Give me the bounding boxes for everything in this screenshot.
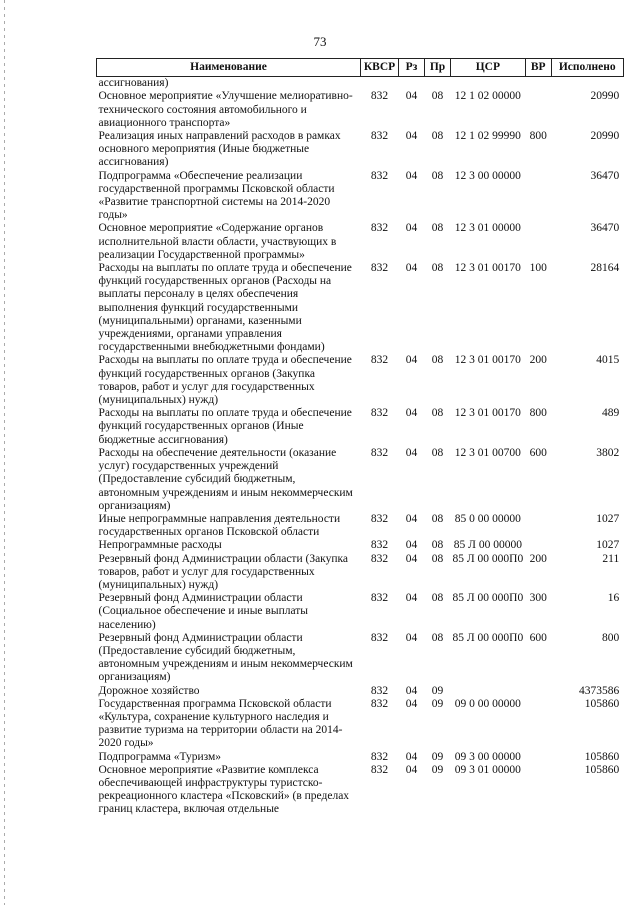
row-name-cell: Основное мероприятие «Улучшение мелиоративно-технического состояния автомобильного и авиационного транспорта»	[98, 90, 353, 129]
row-kvsr-cell: 832	[370, 552, 389, 565]
row-vr-cell	[525, 751, 551, 764]
row-name-cell: Расходы на выплаты по оплате труда и обеспечение функций государственных органов (Расходы на выплаты персоналу в целях обеспечения выполнения функций государственными (муниципальными) органами, казенными учреждениями, органами управления государственными внебюджетными фондами)	[98, 262, 352, 354]
row-pr-cell: 08	[431, 512, 444, 525]
row-kvsr-cell: 832	[370, 763, 389, 776]
row-csr-cell	[451, 685, 526, 698]
row-rz-cell: 04	[405, 262, 418, 275]
row-rz-cell: 04	[405, 750, 418, 763]
table-row	[97, 539, 624, 552]
scan-edge	[4, 0, 5, 905]
row-executed-cell: 28164	[590, 262, 620, 275]
table-row	[97, 592, 624, 632]
table-header-row	[97, 59, 624, 77]
row-executed-cell: 489	[601, 407, 620, 420]
row-name-cell: Реализация иных направлений расходов в рамках основного мероприятия (Иные бюджетные ассигнования)	[98, 130, 341, 169]
row-pr-cell: 08	[431, 222, 444, 235]
row-kvsr-cell: 832	[370, 539, 389, 552]
row-name-cell: Резервный фонд Администрации области (Социальное обеспечение и иные выплаты населению)	[98, 592, 309, 631]
table-row	[97, 130, 624, 170]
row-pr-cell: 08	[431, 354, 444, 367]
row-pr-cell: 08	[431, 90, 444, 103]
row-rz-cell: 04	[405, 90, 418, 103]
table-row	[97, 354, 624, 407]
row-name-cell: Подпрограмма «Туризм»	[98, 750, 222, 763]
row-vr-cell: 600	[529, 631, 547, 644]
row-name-cell: Основное мероприятие «Содержание органов исполнительной власти области, участвующих в реализации Государственной программы»	[98, 222, 337, 261]
row-csr-cell: 12 3 01 00700	[454, 446, 521, 459]
row-executed-cell: 4373586	[578, 684, 620, 697]
table-row	[97, 698, 624, 751]
header-pr: Пр	[425, 59, 451, 77]
row-kvsr-cell: 832	[370, 512, 389, 525]
row-csr-cell: 12 3 00 00000	[454, 169, 521, 182]
row-rz-cell: 04	[405, 512, 418, 525]
row-executed-cell: 20990	[590, 130, 620, 143]
row-kvsr-cell: 832	[370, 631, 389, 644]
row-rz-cell	[399, 77, 425, 91]
row-csr-cell: 12 1 02 00000	[454, 90, 521, 103]
row-kvsr-cell: 832	[370, 407, 389, 420]
row-vr-cell: 200	[529, 354, 547, 367]
row-vr-cell: 600	[529, 446, 547, 459]
row-executed-cell: 4015	[596, 354, 620, 367]
row-name-cell: Подпрограмма «Обеспечение реализации государственной программы Псковской области «Развитие транспортной системы на 2014-2020 годы»	[98, 169, 335, 222]
row-executed-cell: 105860	[584, 750, 620, 763]
row-rz-cell: 04	[405, 354, 418, 367]
row-vr-cell	[525, 77, 551, 91]
row-rz-cell: 04	[405, 539, 418, 552]
row-executed-cell: 3802	[596, 446, 620, 459]
row-name-cell: Дорожное хозяйство	[98, 684, 200, 697]
row-executed-cell: 36470	[590, 169, 620, 182]
row-pr-cell: 09	[431, 697, 444, 710]
row-pr-cell: 09	[431, 750, 444, 763]
table-row	[97, 513, 624, 539]
row-vr-cell	[525, 170, 551, 223]
row-kvsr-cell: 832	[370, 90, 389, 103]
header-rz: Рз	[399, 59, 425, 77]
row-executed-cell: 105860	[584, 697, 620, 710]
table-row	[97, 262, 624, 354]
row-vr-cell: 800	[529, 407, 547, 420]
row-pr-cell: 08	[431, 262, 444, 275]
row-name-cell: Расходы на обеспечение деятельности (оказание услуг) государственных учреждений (Предоставление субсидий бюджетным, автономным учреждениям и иным некоммерческим организациям)	[98, 446, 353, 512]
table-row	[97, 764, 624, 817]
row-rz-cell: 04	[405, 763, 418, 776]
row-kvsr-cell: 832	[370, 354, 389, 367]
row-csr-cell	[451, 77, 526, 91]
header-vr: ВР	[525, 59, 551, 77]
row-name-cell: Расходы на выплаты по оплате труда и обеспечение функций государственных органов (Иные бюджетные ассигнования)	[98, 407, 352, 446]
table-body	[97, 77, 624, 817]
header-name: Наименование	[97, 59, 361, 77]
budget-table	[96, 58, 624, 817]
row-kvsr-cell: 832	[370, 684, 389, 697]
row-executed-cell: 1027	[596, 539, 620, 552]
table-row	[97, 632, 624, 685]
row-vr-cell: 200	[529, 552, 547, 565]
table-row	[97, 553, 624, 593]
header-csr: ЦСР	[451, 59, 526, 77]
row-rz-cell: 04	[405, 552, 418, 565]
row-vr-cell	[525, 222, 551, 262]
row-executed-cell: 1027	[596, 512, 620, 525]
row-executed-cell: 16	[607, 592, 620, 605]
table-row	[97, 222, 624, 262]
row-name-cell: Основное мероприятие «Развитие комплекса обеспечивающей инфраструктуры туристско-рекреационного кластера «Псковский» (в пределах границ кластера, включая отдельные	[98, 763, 350, 816]
row-kvsr-cell: 832	[370, 130, 389, 143]
row-pr-cell: 08	[431, 539, 444, 552]
table-row	[97, 90, 624, 130]
row-rz-cell: 04	[405, 684, 418, 697]
row-executed-cell: 20990	[590, 90, 620, 103]
budget-table-wrapper	[96, 58, 624, 817]
row-kvsr-cell: 832	[370, 222, 389, 235]
row-vr-cell: 800	[529, 130, 547, 143]
row-kvsr-cell: 832	[370, 262, 389, 275]
table-row	[97, 751, 624, 764]
row-vr-cell	[525, 539, 551, 552]
row-pr-cell	[425, 77, 451, 91]
row-kvsr-cell: 832	[370, 697, 389, 710]
row-vr-cell	[525, 90, 551, 130]
row-rz-cell: 04	[405, 592, 418, 605]
row-name-cell: Иные непрограммные направления деятельности государственных органов Псковской области	[98, 512, 341, 539]
row-csr-cell: 12 3 01 00170	[454, 262, 521, 275]
row-rz-cell: 04	[405, 407, 418, 420]
row-executed-cell: 211	[602, 552, 620, 565]
row-pr-cell: 08	[431, 407, 444, 420]
row-vr-cell	[525, 513, 551, 539]
row-rz-cell: 04	[405, 631, 418, 644]
row-pr-cell: 08	[431, 446, 444, 459]
row-vr-cell	[525, 698, 551, 751]
row-name-cell: Непрограммные расходы	[98, 539, 222, 552]
row-executed-cell: 800	[601, 631, 620, 644]
row-name-cell: Расходы на выплаты по оплате труда и обеспечение функций государственных органов (Закупка товаров, работ и услуг для государственных (муниципальных) нужд)	[98, 354, 352, 407]
row-executed-cell: 105860	[584, 763, 620, 776]
row-pr-cell: 09	[431, 684, 444, 697]
table-row	[97, 77, 624, 91]
row-csr-cell: 85 Л 00 000П0	[452, 552, 524, 565]
row-csr-cell: 12 3 01 00170	[454, 407, 521, 420]
table-row	[97, 170, 624, 223]
row-rz-cell: 04	[405, 222, 418, 235]
row-name-cell: Резервный фонд Администрации области (Предоставление субсидий бюджетным, автономным учреждениям и иным некоммерческим организациям)	[98, 631, 353, 684]
header-kvsr: КВСР	[361, 59, 399, 77]
table-row	[97, 447, 624, 513]
row-rz-cell: 04	[405, 130, 418, 143]
row-rz-cell: 04	[405, 446, 418, 459]
row-kvsr-cell: 832	[370, 446, 389, 459]
row-rz-cell: 04	[405, 169, 418, 182]
row-csr-cell: 09 0 00 00000	[454, 697, 521, 710]
row-vr-cell: 300	[529, 592, 547, 605]
row-kvsr-cell	[361, 77, 399, 91]
row-pr-cell: 09	[431, 763, 444, 776]
row-vr-cell	[525, 685, 551, 698]
row-pr-cell: 08	[431, 130, 444, 143]
row-csr-cell: 85 Л 00 000П0	[452, 631, 524, 644]
row-csr-cell: 12 3 01 00000	[454, 222, 521, 235]
table-row	[97, 407, 624, 447]
row-csr-cell: 12 1 02 99990	[454, 130, 521, 143]
row-name-cell: Государственная программа Псковской области «Культура, сохранение культурного наследия и развитие туризма на территории области на 2014-2020 годы»	[98, 697, 343, 750]
row-csr-cell: 85 Л 00 00000	[453, 539, 522, 552]
row-executed-cell	[551, 77, 623, 91]
row-kvsr-cell: 832	[370, 592, 389, 605]
row-csr-cell: 85 Л 00 000П0	[452, 592, 524, 605]
row-name-cell: ассигнования)	[98, 77, 169, 90]
row-vr-cell	[525, 764, 551, 817]
table-row	[97, 685, 624, 698]
row-name-cell: Резервный фонд Администрации области (Закупка товаров, работ и услуг для государственных (муниципальных) нужд)	[98, 552, 349, 591]
row-kvsr-cell: 832	[370, 169, 389, 182]
row-rz-cell: 04	[405, 697, 418, 710]
page-number: 73	[313, 34, 327, 49]
row-pr-cell: 08	[431, 169, 444, 182]
row-csr-cell: 09 3 00 00000	[454, 750, 521, 763]
row-pr-cell: 08	[431, 552, 444, 565]
row-kvsr-cell: 832	[370, 750, 389, 763]
row-pr-cell: 08	[431, 592, 444, 605]
row-csr-cell: 85 0 00 00000	[454, 512, 521, 525]
row-csr-cell: 09 3 01 00000	[454, 763, 521, 776]
row-executed-cell: 36470	[590, 222, 620, 235]
row-pr-cell: 08	[431, 631, 444, 644]
row-csr-cell: 12 3 01 00170	[454, 354, 521, 367]
header-executed: Исполнено	[551, 59, 623, 77]
row-vr-cell: 100	[529, 262, 547, 275]
